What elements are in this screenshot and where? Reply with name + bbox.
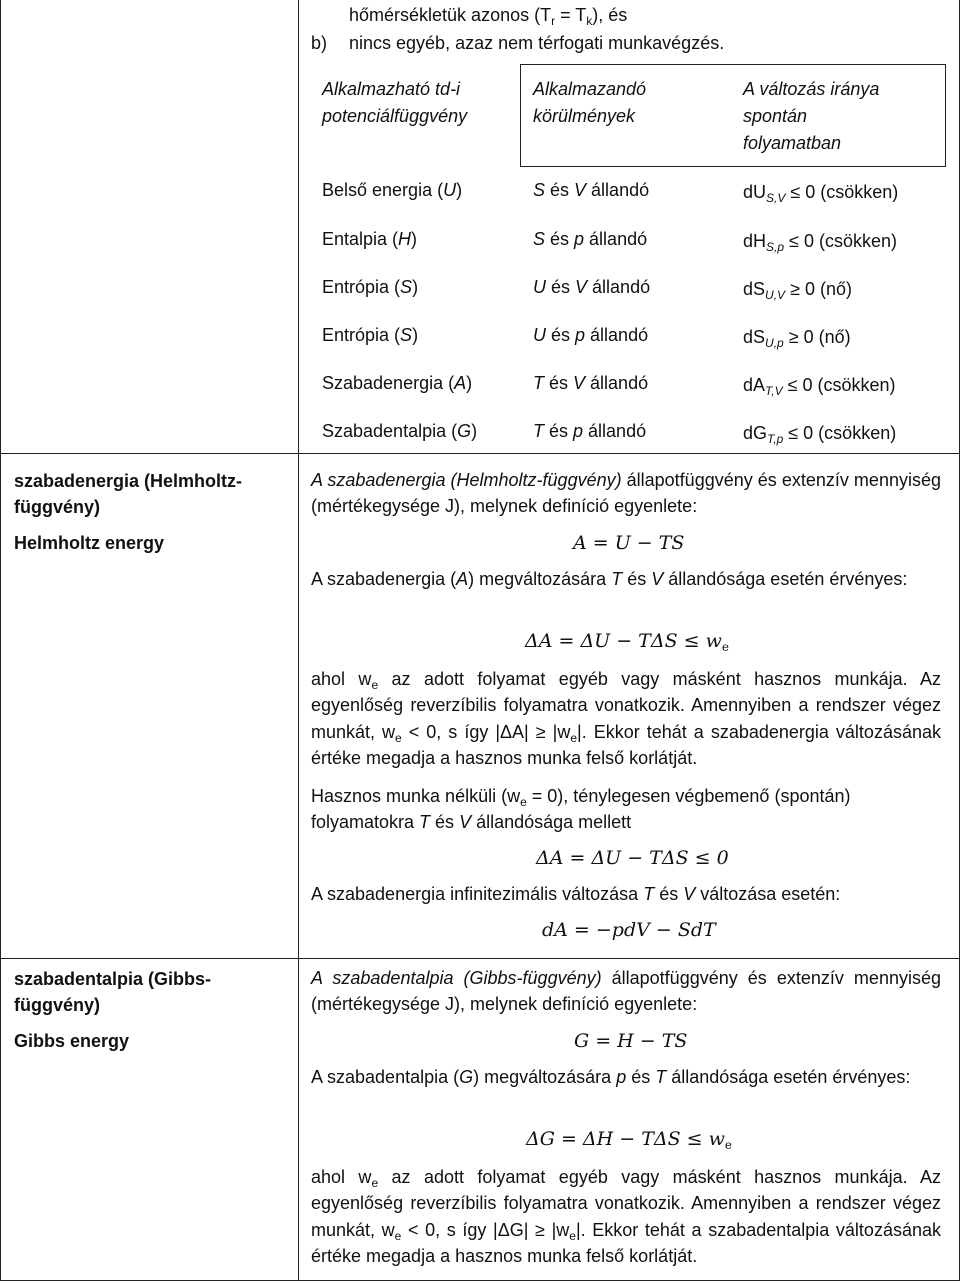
helmholtz-equation-3: ΔA = ΔU − TΔS ≤ 0 <box>536 847 729 869</box>
table-row-conditions: S és V állandó <box>533 180 650 200</box>
helmholtz-english: Helmholtz energy <box>14 533 165 553</box>
table-row-direction: $dU_{S,V} \le 0$ (csökken) <box>743 182 899 205</box>
table-row-direction: $dS_{U,V} \ge 0$ (nő) <box>743 279 852 302</box>
table-row-conditions: U és p állandó <box>533 325 649 345</box>
helmholtz-change-text: A szabadenergia (A) megváltozására T és V állandósága esetén érvényes: <box>311 569 908 589</box>
table-row-potential: Szabadentalpia (G) <box>322 421 478 441</box>
gibbs-english: Gibbs energy <box>14 1031 130 1051</box>
gibbs-change-text: A szabadentalpia (G) megváltozására p és T állandósága esetén érvényes: <box>311 1067 911 1087</box>
intro-line-a: hőmérsékletük azonos $(T_r = T_k)$, és <box>349 5 628 28</box>
gibbs-equation-1: G = H − TS <box>574 1030 688 1052</box>
table-row-potential: Entrópia (S) <box>322 277 419 297</box>
table-row-direction: $dH_{S,p} \le 0$ (csökken) <box>743 231 897 254</box>
table-row-direction: $dG_{T,p} \le 0$ (csökken) <box>743 423 897 446</box>
header-direction: A változás iránya spontán folyamatban <box>743 79 880 153</box>
row-divider-2 <box>0 958 960 959</box>
helmholtz-definition: A szabadenergia (Helmholtz-függvény) állapotfüggvény és extenzív mennyiség (mértékegysége J), melynek definíció egyenlete: <box>311 470 941 517</box>
gibbs-definition: A szabadentalpia (Gibbs-függvény) állapotfüggvény és extenzív mennyiség (mértékegysége J), melynek definíció egyenlete: <box>311 968 941 1015</box>
helmholtz-equation-2: $\Delta A = \Delta U - T\Delta S \le w_e$ <box>525 630 729 654</box>
header-potential: Alkalmazható td-i potenciálfüggvény <box>322 79 468 126</box>
helmholtz-infinitesimal-text: A szabadenergia infinitezimális változása T és V változása esetén: <box>311 884 841 904</box>
helmholtz-equation-4: dA = −pdV − SdT <box>542 919 716 941</box>
helmholtz-work-text: ahol $w_e$ az adott folyamat egyéb vagy másként hasznos munkája. Az egyenlőség reverzíbilis folyamatra vonatkozik. Amennyiben a rendszer végez munkát, $w_e < 0$, s így $|\Delta A| \ge |w_e|$. Ekkor tehát a szabadenergia változásának értéke megadja a hasznos munka felső korlátját. <box>311 669 942 769</box>
table-row-conditions: T és p állandó <box>533 421 647 441</box>
gibbs-term: szabadentalpia (Gibbs- függvény) <box>14 969 212 1015</box>
gibbs-equation-2: $\Delta G = \Delta H - T\Delta S \le w_e$ <box>526 1128 732 1152</box>
table-row-potential: Entrópia (S) <box>322 325 419 345</box>
table-row-conditions: S és p állandó <box>533 229 648 249</box>
table-row-conditions: T és V állandó <box>533 373 649 393</box>
helmholtz-term: szabadenergia (Helmholtz- függvény) <box>14 471 243 517</box>
intro-line-b-marker: b) <box>311 33 328 53</box>
header-conditions: Alkalmazandó körülmények <box>533 79 647 126</box>
intro-line-b: nincs egyéb, azaz nem térfogati munkavégzés. <box>349 33 725 53</box>
row-divider-1 <box>0 453 960 454</box>
column-divider <box>298 0 299 1281</box>
table-row-direction: $dA_{T,V} \le 0$ (csökken) <box>743 375 896 398</box>
gibbs-work-text: ahol $w_e$ az adott folyamat egyéb vagy másként hasznos munkája. Az egyenlőség reverzíbilis folyamatra vonatkozik. Amennyiben a rendszer végez munkát, $w_e < 0$, s így $|\Delta G| \ge |w_e|$. Ekkor tehát a szabadentalpia változásának értéke megadja a hasznos munka felső korlátját. <box>311 1167 942 1267</box>
table-row-direction: $dS_{U,p} \ge 0$ (nő) <box>743 327 851 350</box>
table-row-conditions: U és V állandó <box>533 277 651 297</box>
helmholtz-spontaneous-text: Hasznos munka nélküli $(w_e = 0)$, ténylegesen végbemenő (spontán) folyamatokra T és V állandósága mellett <box>311 786 851 833</box>
table-row-potential: Belső energia (U) <box>322 180 463 200</box>
table-row-potential: Entalpia (H) <box>322 229 418 249</box>
helmholtz-equation-1: A = U − TS <box>573 532 685 554</box>
table-row-potential: Szabadenergia (A) <box>322 373 473 393</box>
